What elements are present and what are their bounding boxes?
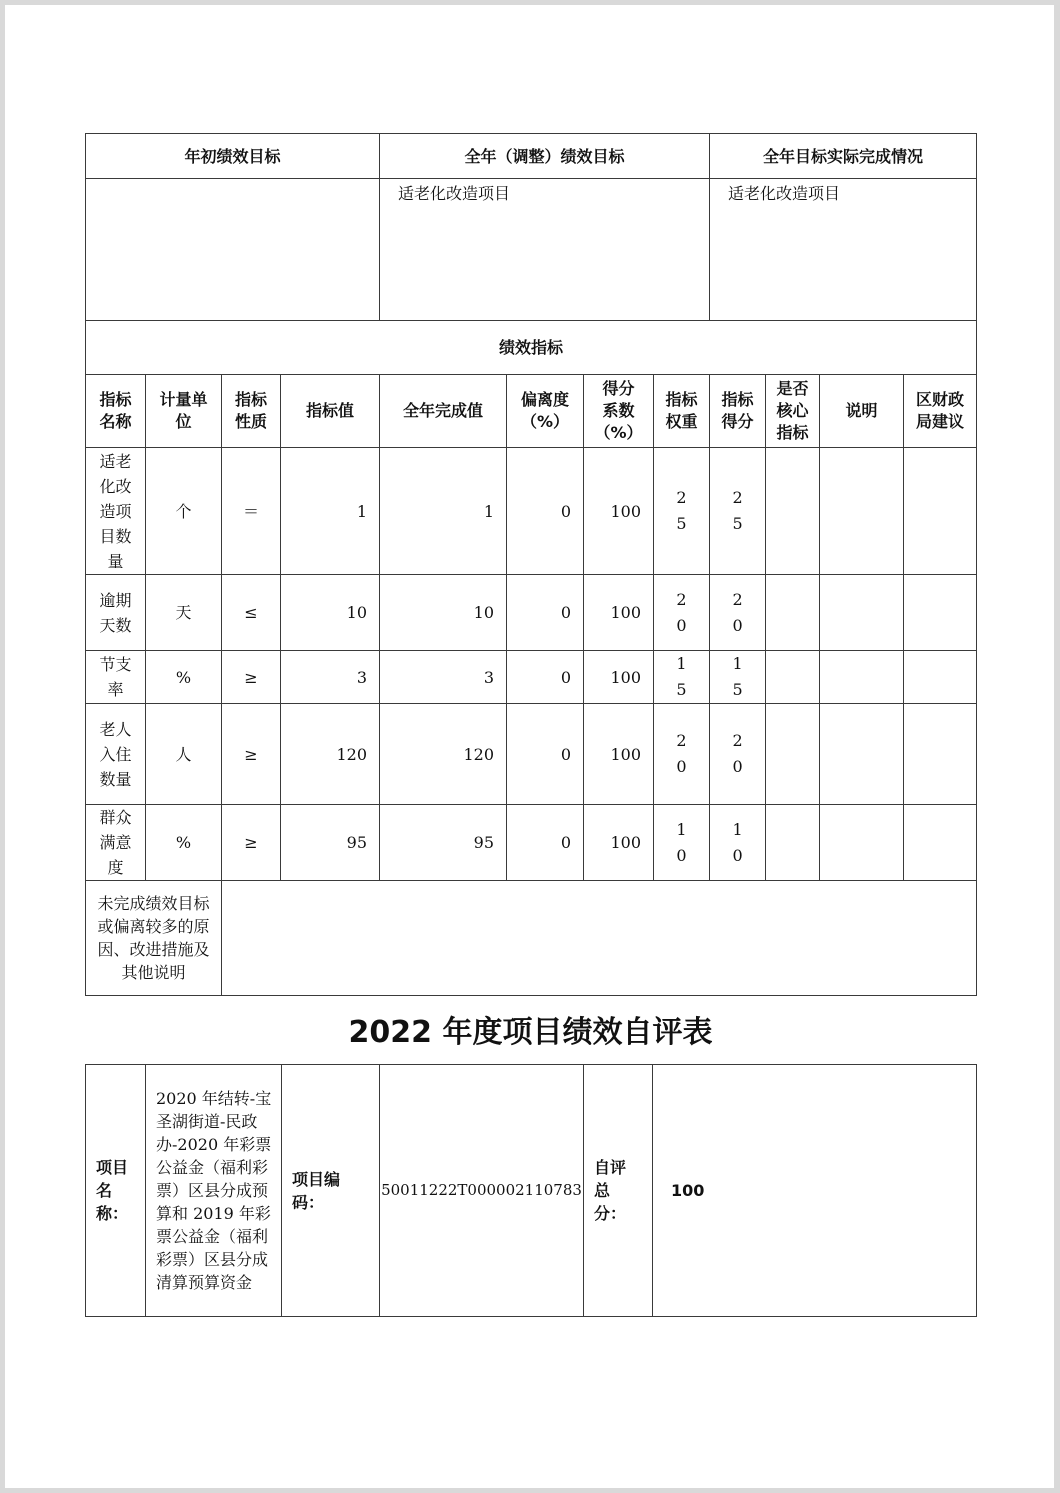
indicator-unit: % xyxy=(146,651,222,704)
remarks-value xyxy=(222,881,977,996)
indicator-name xyxy=(86,651,146,704)
indicator-target: 10 xyxy=(281,575,380,651)
indicator-weight xyxy=(654,704,710,805)
indicator-weight xyxy=(654,805,710,881)
indicator-score-text: 20 xyxy=(732,731,743,776)
indicator-note xyxy=(820,575,904,651)
indicator-target: 3 xyxy=(281,651,380,704)
document-page xyxy=(5,5,1054,1488)
indicator-unit: 天 xyxy=(146,575,222,651)
indicator-note xyxy=(820,651,904,704)
indicator-deviation: 0 xyxy=(507,651,584,704)
indicator-weight xyxy=(654,651,710,704)
indicator-row xyxy=(86,805,977,881)
indicator-name xyxy=(86,448,146,575)
project-name-label xyxy=(86,1065,146,1317)
header-actual-completion: 全年目标实际完成情况 xyxy=(710,134,977,179)
indicator-row xyxy=(86,575,977,651)
indicator-core xyxy=(766,448,820,575)
indicator-coefficient: 100 xyxy=(584,805,654,881)
indicator-name xyxy=(86,575,146,651)
indicator-actual: 10 xyxy=(380,575,507,651)
indicator-score xyxy=(710,651,766,704)
performance-goals-table xyxy=(85,133,977,996)
header-initial-goal: 年初绩效目标 xyxy=(86,134,380,179)
col-header-weight: 指标 权重 xyxy=(654,375,710,448)
indicator-core xyxy=(766,575,820,651)
indicator-row xyxy=(86,704,977,805)
self-eval-title: 2022 年度项目绩效自评表 xyxy=(348,1015,713,1050)
indicator-advice xyxy=(904,651,977,704)
indicator-deviation: 0 xyxy=(507,704,584,805)
indicator-note xyxy=(820,448,904,575)
indicator-unit: 人 xyxy=(146,704,222,805)
col-header-score: 指标 得分 xyxy=(710,375,766,448)
indicators-section-title: 绩效指标 xyxy=(86,321,977,375)
header-adjusted-goal: 全年（调整）绩效目标 xyxy=(380,134,710,179)
indicator-actual: 3 xyxy=(380,651,507,704)
col-header-nature: 指标 性质 xyxy=(222,375,281,448)
actual-completion-cell: 适老化改造项目 xyxy=(710,179,977,321)
indicator-deviation: 0 xyxy=(507,805,584,881)
indicator-deviation: 0 xyxy=(507,575,584,651)
indicator-score xyxy=(710,575,766,651)
indicator-weight xyxy=(654,448,710,575)
col-header-deviation: 偏离度 （%） xyxy=(507,375,584,448)
indicator-name xyxy=(86,704,146,805)
total-score-value: 100 xyxy=(653,1065,977,1317)
project-name-label-text: 项目名称： xyxy=(96,1158,129,1223)
indicator-target: 95 xyxy=(281,805,380,881)
indicator-nature: ≥ xyxy=(222,704,281,805)
col-header-note: 说明 xyxy=(820,375,904,448)
indicator-weight-text: 20 xyxy=(676,731,687,776)
indicator-weight xyxy=(654,575,710,651)
indicator-coefficient: 100 xyxy=(584,651,654,704)
indicator-coefficient: 100 xyxy=(584,704,654,805)
indicators-header-row xyxy=(86,375,977,448)
indicator-core xyxy=(766,805,820,881)
indicator-note xyxy=(820,805,904,881)
indicator-score xyxy=(710,704,766,805)
initial-goal-cell xyxy=(86,179,380,321)
project-code-value: 50011222T000002110783 xyxy=(380,1065,584,1317)
indicator-score xyxy=(710,448,766,575)
indicator-advice xyxy=(904,704,977,805)
indicator-row xyxy=(86,651,977,704)
indicator-advice xyxy=(904,575,977,651)
self-eval-table xyxy=(85,1064,977,1317)
indicator-weight-text: 10 xyxy=(676,819,687,865)
total-score-label-text: 自评总分： xyxy=(594,1158,627,1223)
indicator-target: 1 xyxy=(281,448,380,575)
col-header-target: 指标值 xyxy=(281,375,380,448)
indicator-weight-text: 15 xyxy=(676,654,687,699)
indicator-score xyxy=(710,805,766,881)
indicator-actual: 120 xyxy=(380,704,507,805)
indicator-weight-text: 25 xyxy=(676,488,687,533)
indicator-row xyxy=(86,448,977,575)
indicator-coefficient: 100 xyxy=(584,575,654,651)
adjusted-goal-cell: 适老化改造项目 xyxy=(380,179,710,321)
indicator-nature: ≥ xyxy=(222,651,281,704)
indicator-score-text: 20 xyxy=(732,589,743,635)
project-name-value: 2020 年结转-宝圣湖街道-民政办-2020 年彩票公益金（福利彩票）区县分成预算和 2019 年彩票公益金（福利彩票）区县分成清算预算资金 xyxy=(146,1065,282,1317)
indicator-actual: 95 xyxy=(380,805,507,881)
total-score-label xyxy=(584,1065,653,1317)
col-header-actual: 全年完成值 xyxy=(380,375,507,448)
remarks-label: 未完成绩效目标或偏离较多的原因、改进措施及其他说明 xyxy=(86,881,222,996)
indicator-actual: 1 xyxy=(380,448,507,575)
indicator-score-text: 10 xyxy=(732,819,743,865)
indicator-name xyxy=(86,805,146,881)
col-header-advice: 区财政 局建议 xyxy=(904,375,977,448)
col-header-unit: 计量单 位 xyxy=(146,375,222,448)
indicator-nature: ≥ xyxy=(222,805,281,881)
indicator-unit: % xyxy=(146,805,222,881)
indicator-weight-text: 20 xyxy=(676,589,687,635)
col-header-core: 是否 核心 指标 xyxy=(766,375,820,448)
indicator-core xyxy=(766,704,820,805)
indicator-core xyxy=(766,651,820,704)
indicator-nature: ＝ xyxy=(222,448,281,575)
indicator-advice xyxy=(904,805,977,881)
indicator-name-text: 群众满意度 xyxy=(99,808,132,877)
indicator-score-text: 25 xyxy=(732,488,743,533)
indicator-note xyxy=(820,704,904,805)
indicator-score-text: 15 xyxy=(732,654,743,699)
indicator-unit: 个 xyxy=(146,448,222,575)
indicator-coefficient: 100 xyxy=(584,448,654,575)
project-code-label xyxy=(282,1065,380,1317)
col-header-coefficient: 得分 系数 （%） xyxy=(584,375,654,448)
indicator-name-text: 逾期天数 xyxy=(99,590,132,635)
indicator-name-text: 老人入住数量 xyxy=(99,719,132,789)
indicator-name-text: 适老化改造项目数量 xyxy=(99,451,132,571)
col-header-name: 指标 名称 xyxy=(86,375,146,448)
indicator-name-text: 节支率 xyxy=(99,655,132,699)
indicator-nature: ≤ xyxy=(222,575,281,651)
indicator-deviation: 0 xyxy=(507,448,584,575)
project-code-label-text: 项目编码： xyxy=(292,1169,341,1212)
indicator-advice xyxy=(904,448,977,575)
indicator-target: 120 xyxy=(281,704,380,805)
